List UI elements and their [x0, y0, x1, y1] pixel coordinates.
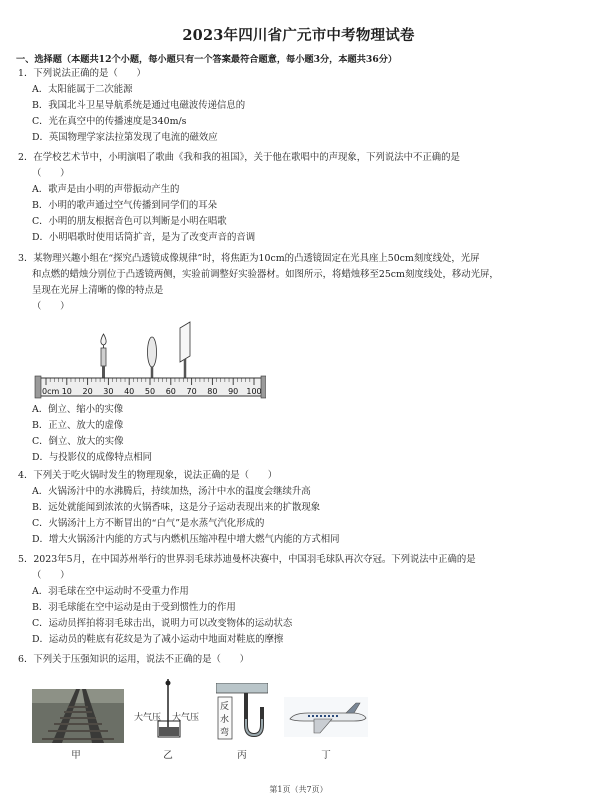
option-c: C．运动员挥拍将羽毛球击出，说明力可以改变物体的运动状态	[32, 618, 293, 629]
ruler-label: 80	[207, 387, 218, 396]
option-d: D．英国物理学家法拉第发现了电流的磁效应	[32, 132, 218, 143]
answer-blank: （ ）	[32, 570, 70, 581]
section-heading: 一、选择题（本题共12个小题，每小题只有一个答案最符合题意，每小题3分，本题共36分）	[16, 54, 398, 65]
option-d: D．增大火锅汤汁内能的方式与内燃机压缩冲程中增大燃气内能的方式相同	[32, 534, 340, 545]
figure-label-yi: 乙	[163, 750, 173, 761]
option-b: B．小明的歌声通过空气传播到同学们的耳朵	[32, 200, 218, 211]
trap-char-1: 反	[220, 702, 230, 712]
trap-char-3: 弯	[220, 728, 230, 738]
atmospheric-pressure-diagram	[134, 679, 220, 743]
option-b: B．羽毛球能在空中运动是由于受到惯性力的作用	[32, 602, 236, 613]
option-a: A．太阳能属于二次能源	[32, 84, 133, 95]
ruler-label: 0cm	[42, 387, 60, 396]
answer-blank: （ ）	[32, 301, 70, 312]
question-stem: 3．某物理兴趣小组在“探究凸透镜成像规律”时，将焦距为10cm的凸透镜固定在光具座上50cm刻度线处，光屏	[18, 253, 480, 264]
candle-icon	[101, 334, 106, 378]
option-b: B．我国北斗卫星导航系统是通过电磁波传递信息的	[32, 100, 246, 111]
convex-lens-icon	[148, 337, 157, 378]
option-c: C．光在真空中的传播速度是340m/s	[32, 116, 187, 127]
ruler-label: 90	[228, 387, 239, 396]
ruler-label: 20	[82, 387, 93, 396]
question-stem: 4．下列关于吃火锅时发生的物理现象，说法正确的是（ ）	[18, 470, 278, 481]
figure-label-bing: 丙	[237, 750, 247, 761]
ruler-label: 100	[246, 387, 262, 396]
figure-label-jia: 甲	[71, 750, 81, 761]
light-screen-icon	[180, 322, 190, 378]
airplane-image	[284, 697, 368, 737]
ruler-label: 10	[61, 387, 72, 396]
question-stem-line-3: 呈现在光屏上清晰的像的特点是	[32, 285, 164, 296]
option-b: B．远处就能闻到浓浓的火锅香味，这是分子运动表现出来的扩散现象	[32, 502, 321, 513]
ruler-label: 50	[144, 387, 156, 396]
question-3	[18, 251, 583, 315]
page-title: 2023年四川省广元市中考物理试卷	[182, 27, 415, 44]
question-1	[18, 66, 583, 146]
option-c: C．倒立、放大的实像	[32, 436, 124, 447]
question-stem: 1．下列说法正确的是（ ）	[18, 68, 146, 79]
question-6-figures	[30, 679, 380, 764]
question-stem: 6．下列关于压强知识的运用，说法不正确的是（ ）	[18, 654, 249, 665]
atm-label-right: 大气压	[172, 713, 200, 723]
option-d: D．小明唱歌时使用话筒扩音，是为了改变声音的音调	[32, 232, 256, 243]
ruler-label: 40	[124, 387, 135, 396]
page-footer: 第1页（共7页）	[269, 785, 328, 794]
sink-trap-diagram	[216, 683, 268, 743]
question-5	[18, 552, 583, 648]
question-stem-line-2: 和点燃的蜡烛分别位于凸透镜两侧，实验前调整好实验器材。如图所示，将蜡烛移至25cm刻度线处，移动光屏，	[32, 269, 499, 280]
option-c: C．火锅汤汁上方不断冒出的“白气”是水蒸气汽化形成的	[32, 518, 265, 529]
option-a: A．歌声是由小明的声带振动产生的	[32, 184, 180, 195]
option-a: A．羽毛球在空中运动时不受重力作用	[32, 586, 189, 597]
option-d: D．运动员的鞋底有花纹是为了减小运动中地面对鞋底的摩擦	[32, 634, 284, 645]
ruler-label: 70	[186, 387, 197, 396]
answer-blank: （ ）	[32, 168, 70, 179]
ruler-label: 30	[103, 387, 114, 396]
question-3-options	[18, 402, 583, 466]
optical-bench-ruler	[35, 376, 266, 398]
atm-label-left: 大气压	[134, 713, 162, 723]
railway-track-image	[32, 689, 124, 743]
option-b: B．正立、放大的虚像	[32, 420, 124, 431]
optical-bench-figure	[34, 318, 266, 400]
option-c: C．小明的朋友根据音色可以判断是小明在唱歌	[32, 216, 227, 227]
question-2	[18, 150, 583, 246]
question-6	[18, 652, 583, 668]
ruler-label: 60	[165, 387, 176, 396]
option-d: D．与投影仪的成像特点相同	[32, 452, 153, 463]
option-a: A．火锅汤汁中的水沸腾后，持续加热，汤汁中水的温度会继续升高	[32, 486, 311, 497]
question-stem: 5．2023年5月，在中国苏州举行的世界羽毛球苏迪曼杯决赛中，中国羽毛球队再次夺冠。下列说法中正确的是	[18, 554, 476, 565]
figure-label-ding: 丁	[321, 750, 331, 761]
question-stem: 2．在学校艺术节中，小明演唱了歌曲《我和我的祖国》，关于他在歌唱中的声现象，下列说法中不正确的是	[18, 152, 460, 163]
option-a: A．倒立、缩小的实像	[32, 404, 124, 415]
question-4	[18, 468, 583, 548]
trap-char-2: 水	[220, 715, 230, 725]
